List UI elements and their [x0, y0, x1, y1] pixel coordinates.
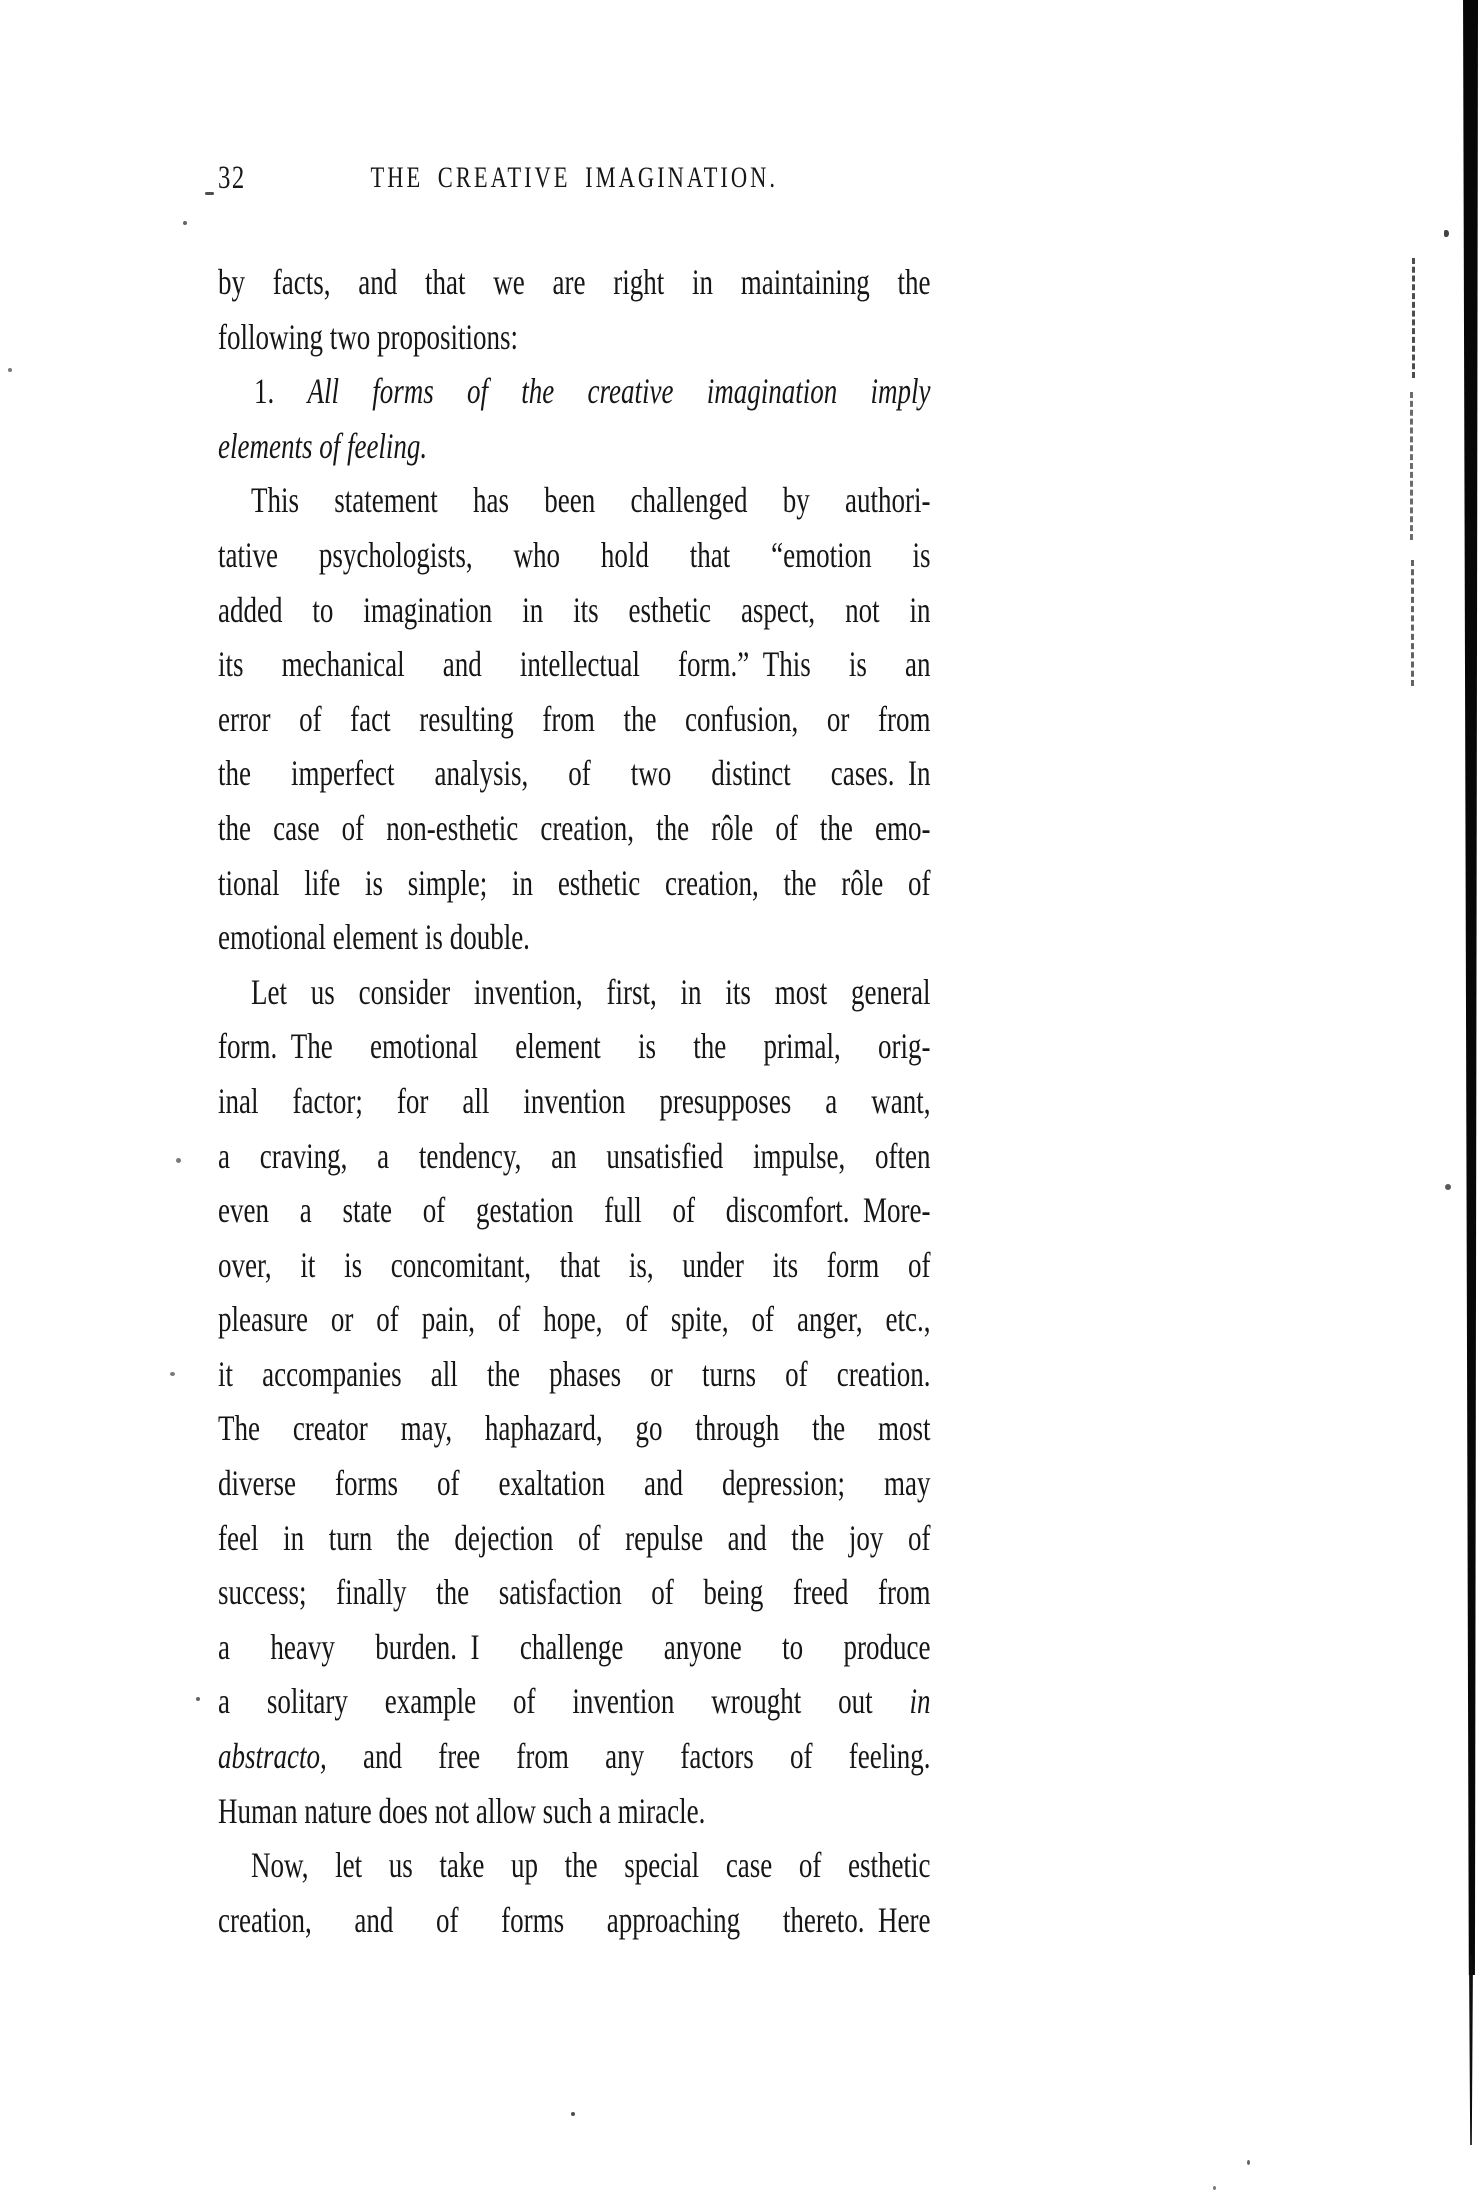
italic-text: elements of feeling.: [218, 425, 428, 466]
body-text-segment: 1.: [254, 371, 308, 412]
text-line: [218, 255, 931, 310]
text-line: [218, 637, 931, 692]
ink-speck: [1213, 2186, 1216, 2190]
body-text-segment: a heavy burden. I challenge anyone to produce: [218, 1626, 931, 1667]
text-line: [218, 419, 931, 474]
body-text-segment: diverse forms of exaltation and depression; may: [218, 1463, 931, 1504]
body-text-segment: a solitary example of invention wrought out: [218, 1681, 910, 1722]
body-text-segment: Now, let us take up the special case of esthetic: [251, 1845, 931, 1886]
text-line: [218, 856, 931, 911]
text-line: [218, 364, 931, 419]
text-line: [218, 310, 931, 365]
body-text-segment: Let us consider invention, first, in its most general: [251, 971, 931, 1012]
margin-scratch-line: [1412, 258, 1415, 378]
text-line: [218, 1838, 931, 1893]
ink-speck: [196, 1697, 200, 1701]
text-line: [218, 1074, 931, 1129]
ink-speck: [1247, 2160, 1250, 2165]
body-text-segment: Human nature does not allow such a miracle.: [218, 1790, 706, 1831]
body-text-segment: added to imagination in its esthetic aspect, not in: [218, 589, 931, 630]
scan-gutter-bar: [1461, 0, 1478, 1975]
margin-scratch-line: [1410, 392, 1413, 540]
body-text-segment: and free from any factors of feeling.: [326, 1736, 931, 1777]
body-text-segment: form. The emotional element is the primal, orig-: [218, 1026, 931, 1067]
text-line: [218, 528, 931, 583]
body-text-segment: tional life is simple; in esthetic creation, the rôle of: [218, 862, 931, 903]
text-line: [218, 692, 931, 747]
scan-gutter-bar-tail: [1469, 1955, 1473, 2145]
text-line: [218, 1129, 931, 1184]
ink-speck: [1444, 230, 1449, 237]
text-line: [218, 1784, 931, 1839]
text-line: [218, 1292, 931, 1347]
ink-speck: [183, 221, 187, 225]
body-text-segment: The creator may, haphazard, go through the most: [218, 1408, 931, 1449]
body-text-segment: by facts, and that we are right in maintaining the: [218, 262, 931, 302]
text-line: [218, 746, 931, 801]
page-number: 32: [218, 160, 246, 196]
text-line: [218, 583, 931, 638]
body-text-segment: over, it is concomitant, that is, under its form of: [218, 1244, 931, 1285]
page-header: [218, 158, 931, 198]
body-text-segment: inal factor; for all invention presupposes a want,: [218, 1080, 931, 1121]
text-line: [218, 965, 931, 1020]
text-line: [218, 473, 931, 528]
italic-text: in: [909, 1681, 931, 1722]
text-line: [218, 910, 931, 965]
body-text-segment: error of fact resulting from the confusion, or from: [218, 698, 931, 739]
text-line: [218, 1183, 931, 1238]
body-text: [218, 255, 931, 1947]
body-text-segment: it accompanies all the phases or turns of creation.: [218, 1353, 931, 1394]
text-line: [218, 1238, 931, 1293]
text-line: [218, 1511, 931, 1566]
text-line: [218, 1729, 931, 1784]
ink-speck: [176, 1158, 181, 1163]
text-line: [218, 1565, 931, 1620]
body-text-segment: the imperfect analysis, of two distinct cases. In: [218, 753, 931, 794]
body-text-segment: emotional element is double.: [218, 917, 530, 958]
text-line: [218, 1019, 931, 1074]
italic-text: abstracto,: [218, 1736, 327, 1777]
text-line: [218, 1347, 931, 1402]
ink-speck: [571, 2112, 575, 2116]
ink-speck: [1445, 1184, 1451, 1190]
margin-scratch-line: [1411, 560, 1414, 686]
text-line: [218, 1674, 931, 1729]
italic-text: All forms of the creative imagination imply: [307, 371, 931, 412]
text-line: [218, 1620, 931, 1675]
ink-speck: [170, 1372, 175, 1376]
text-line: [218, 801, 931, 856]
body-text-segment: following two propositions:: [218, 316, 519, 357]
body-text-segment: pleasure or of pain, of hope, of spite, of anger, etc.,: [218, 1299, 931, 1340]
body-text-segment: a craving, a tendency, an unsatisfied impulse, often: [218, 1135, 931, 1176]
body-text-segment: This statement has been challenged by authori-: [251, 480, 931, 521]
body-text-segment: its mechanical and intellectual form.” This is an: [218, 644, 931, 685]
body-text-segment: the case of non-esthetic creation, the rôle of the emo-: [218, 807, 931, 848]
ink-speck: [8, 368, 12, 372]
text-line: [218, 1893, 931, 1948]
text-line: [218, 1401, 931, 1456]
body-text-segment: tative psychologists, who hold that “emotion is: [218, 534, 931, 575]
body-text-segment: success; finally the satisfaction of being freed from: [218, 1572, 931, 1613]
running-head-title: THE CREATIVE IMAGINATION.: [370, 161, 779, 194]
text-line: [218, 1456, 931, 1511]
ink-speck: [205, 192, 214, 195]
body-text-segment: feel in turn the dejection of repulse and the joy of: [218, 1517, 931, 1558]
body-text-segment: creation, and of forms approaching thereto. Here: [218, 1899, 931, 1940]
printed-text-area: [218, 158, 931, 1947]
body-text-segment: even a state of gestation full of discomfort. More-: [218, 1190, 931, 1231]
